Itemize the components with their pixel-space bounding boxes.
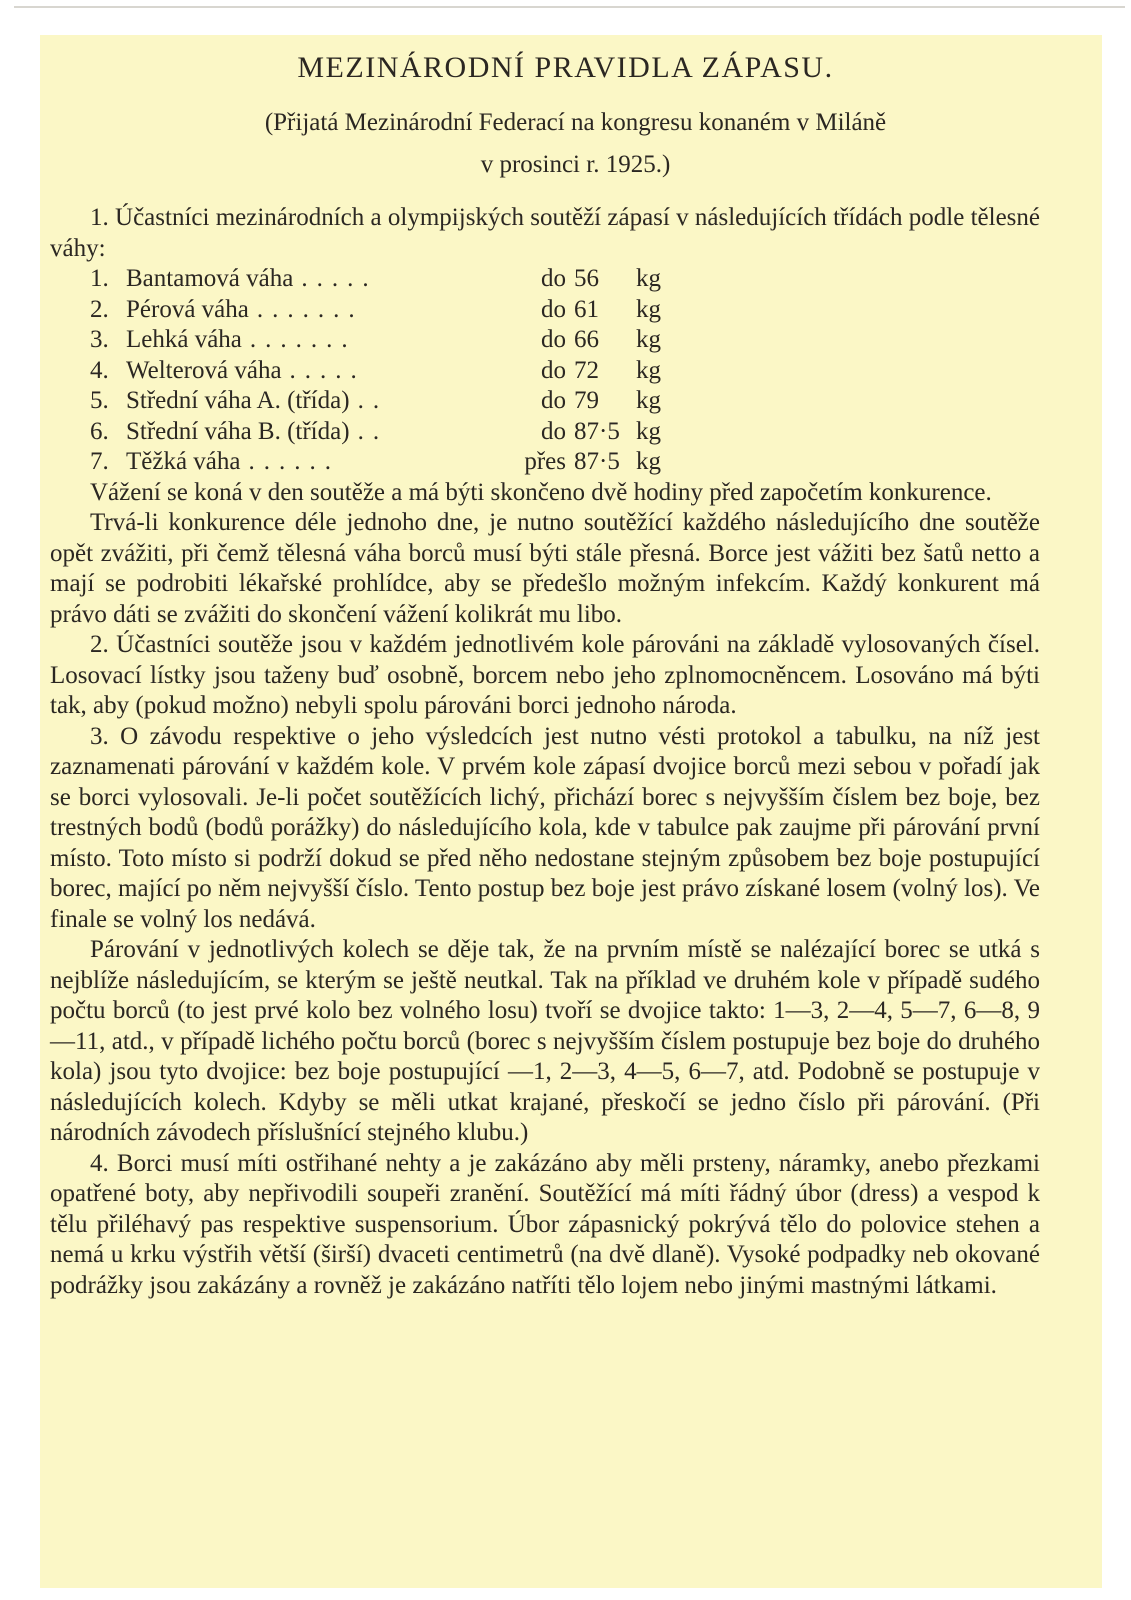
weight-limit-value: 87·5 — [574, 448, 620, 475]
paragraph-1-weighing: Vážení se koná v den soutěže a má býti skončeno dvě hodiny před započetím konkurence. — [90, 478, 992, 506]
dot-leader: ..... — [301, 265, 378, 292]
weight-class-row — [90, 386, 1040, 417]
paragraph-4: 4. Borci musí míti ostřihané nehty a je zakázáno aby měli prsteny, náramky, anebo přezkami opatřené boty, aby nepřivodili soupeři zranění. Soutěžící má míti řádný úbor (dress) a vespod k tělu přiléhavý pas respektive suspensorium. Úbor zápasnický pokrývá tělo do polovice stehen a nemá u krku výstřih větší (širší) dvaceti centimetrů (na dvě dlaně). Vysoké podpadky neb okované podrážky jsou zakázány a rovněž je zakázáno natříti tělo lojem nebo jinými mastnými látkami. — [50, 1149, 1040, 1299]
weight-limit-value: 87·5 — [574, 417, 620, 445]
scan-top-edge — [14, 6, 1125, 8]
weight-class-row — [90, 447, 1040, 478]
dot-leader: .. — [357, 387, 389, 414]
dot-leader: ....... — [249, 326, 357, 353]
weight-limit-prefix: do — [541, 356, 566, 384]
weight-limit-value: 79 — [574, 387, 599, 414]
weight-class-number: 2. — [90, 295, 109, 323]
weight-class-row — [90, 325, 1040, 356]
weight-limit-prefix: do — [541, 417, 566, 445]
weight-class-list — [90, 264, 1040, 478]
weight-class-number: 6. — [90, 417, 109, 445]
paragraph-1-intro: 1. Účastníci mezinárodních a olympijských soutěží zápasí v následujících třídách podle tělesné váhy: — [50, 204, 1040, 262]
document-body — [50, 203, 1040, 1301]
weight-class-number: 1. — [90, 265, 109, 292]
subtitle-line-1: (Přijatá Mezinárodní Federací na kongresu konaném v Miláně — [264, 109, 887, 136]
subtitle-line-2: v prosinci r. 1925.) — [480, 151, 671, 178]
weight-limit-unit: kg — [636, 417, 661, 445]
weight-limit-unit: kg — [636, 356, 661, 384]
weight-class-number: 3. — [90, 326, 109, 353]
weight-class-name: Pérová váha — [126, 295, 249, 323]
weight-limit-prefix: do — [541, 265, 566, 292]
dot-leader: .. — [357, 417, 389, 445]
weight-class-row — [90, 264, 1040, 295]
weight-limit-unit: kg — [636, 387, 661, 414]
paragraph-3: 3. O závodu respektive o jeho výsledcích jest nutno vésti protokol a tabulku, na níž jest zaznamenati párování v každém kole. V prvém kole zápasí dvojice borců mezi sebou v pořadí jak se borci vylosovali. Je-li počet soutěžících lichý, přichází borec s nejvyšším číslem bez boje, bez trestných bodů (bodů porážky) do následujícího kola, kde v tabulce pak zaujme při párování první místo. Toto místo si podrží dokud se před něho nedostane stejným způsobem bez boje postupující borec, mající po něm nejvyšší číslo. Tento postup bez boje jest právo získané losem (volný los). Ve finale se volný los nedává. — [50, 722, 1040, 933]
weight-class-row — [90, 295, 1040, 326]
weight-limit-unit: kg — [636, 265, 661, 292]
weight-limit-prefix: do — [541, 326, 566, 353]
weight-limit-value: 66 — [574, 326, 599, 353]
weight-limit-prefix: přes — [524, 448, 566, 475]
weight-class-name: Střední váha A. (třída) — [126, 387, 350, 414]
weight-class-name: Bantamová váha — [126, 265, 294, 292]
paragraph-2: 2. Účastníci soutěže jsou v každém jednotlivém kole párováni na základě vylosovaných čísel. Losovací lístky jsou taženy buď osobně, borcem nebo jeho zplnomocněncem. Losováno má býti tak, aby (pokud možno) nebyli spolu párováni borci jednoho národa. — [50, 631, 1040, 719]
weight-limit-unit: kg — [636, 295, 661, 323]
weight-class-name: Střední váha B. (třída) — [126, 417, 350, 445]
weight-class-name: Welterová váha — [126, 356, 282, 384]
weight-limit-prefix: do — [541, 295, 566, 323]
weight-class-row — [90, 417, 1040, 448]
weight-class-number: 5. — [90, 387, 109, 414]
paragraph-3-pairing: Párování v jednotlivých kolech se děje tak, že na prvním místě se nalézající borec se utká s nejblíže následujícím, se kterým se ještě neutkal. Tak na příklad ve druhém kole v případě sudého počtu borců (to jest prvé kolo bez volného losu) tvoří se dvojice takto: 1—3, 2—4, 5—7, 6—8, 9—11, atd., v případě lichého počtu borců (borec s nejvyšším číslem postupuje bez boje do druhého kola) jsou tyto dvojice: bez boje postupující —1, 2—3, 4—5, 6—7, atd. Podobně se postupuje v následujících kolech. Kdyby se měli utkat krajané, přeskočí se jedno číslo při párování. (Při národních závodech příslušnící stejného klubu.) — [50, 936, 1040, 1146]
weight-class-number: 4. — [90, 356, 109, 384]
paragraph-1-multiday: Trvá-li konkurence déle jednoho dne, je nutno soutěžící každého následujícího dne soutěže opět zvážiti, při čemž tělesná váha borců musí býti stále přesná. Borce jest vážiti bez šatů netto a mají se podrobiti lékařské prohlídce, aby se předešlo možným infekcím. Každý konkurent má právo dáti se zvážiti do skončení vážení kolikrát mu libo. — [50, 509, 1040, 628]
weight-class-name: Lehká váha — [126, 326, 242, 353]
weight-limit-value: 61 — [574, 295, 599, 323]
weight-limit-prefix: do — [541, 387, 566, 414]
dot-leader: ...... — [248, 448, 341, 475]
dot-leader: ....... — [256, 295, 364, 323]
weight-limit-value: 72 — [574, 356, 599, 384]
weight-class-row — [90, 356, 1040, 387]
document-title: MEZINÁRODNÍ PRAVIDLA ZÁPASU. — [297, 51, 834, 84]
weight-limit-unit: kg — [636, 326, 661, 353]
weight-class-name: Těžká váha — [126, 448, 241, 475]
dot-leader: ..... — [289, 356, 366, 384]
weight-class-number: 7. — [90, 448, 109, 475]
weight-limit-value: 56 — [574, 265, 599, 292]
weight-limit-unit: kg — [636, 448, 661, 475]
